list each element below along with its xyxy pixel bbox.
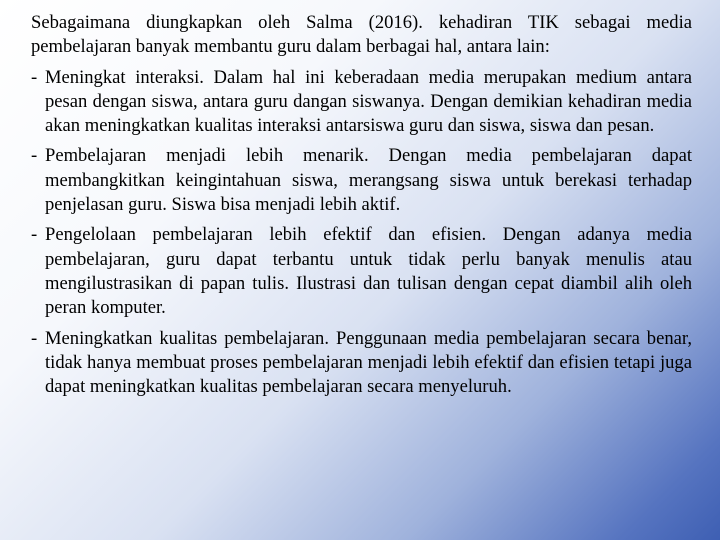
bullet-marker: - [31,224,38,246]
bullet-item [31,223,692,320]
bullet-text: Meningkat interaksi. Dalam hal ini keberadaan media merupakan medium antara pesan dengan siswa, antara guru dangan siswanya. Dengan demikian kehadiran media akan meningkatkan kualitas interaksi antarsiswa guru dan siswa, siswa dan pesan. [45,66,692,137]
bullet-item [31,144,692,217]
bullet-text: Meningkatkan kualitas pembelajaran. Penggunaan media pembelajaran secara benar, tidak hanya membuat proses pembelajaran menjadi lebih efektif dan efisien tetapi juga dapat meningkatkan kualitas pembelajaran secara menyeluruh. [45,327,692,398]
bullet-list [31,66,692,400]
bullet-item [31,66,692,139]
bullet-text: Pengelolaan pembelajaran lebih efektif dan efisien. Dengan adanya media pembelajaran, guru dapat terbantu untuk tidak perlu banyak menulis atau mengilustrasikan di papan tulis. Ilustrasi dan tulisan dengan cepat diambil alih oleh peran komputer. [45,224,692,319]
bullet-marker: - [31,66,38,88]
bullet-marker: - [31,327,38,349]
bullet-marker: - [31,145,38,167]
intro-paragraph: Sebagaimana diungkapkan oleh Salma (2016). kehadiran TIK sebagai media pembelajaran banyak membantu guru dalam berbagai hal, antara lain: [31,12,692,58]
slide-body [31,11,692,405]
bullet-text: Pembelajaran menjadi lebih menarik. Dengan media pembelajaran dapat membangkitkan keingintahuan siswa, merangsang siswa untuk berekasi terhadap penjelasan guru. Siswa bisa menjadi lebih aktif. [45,145,692,216]
bullet-item [31,327,692,400]
